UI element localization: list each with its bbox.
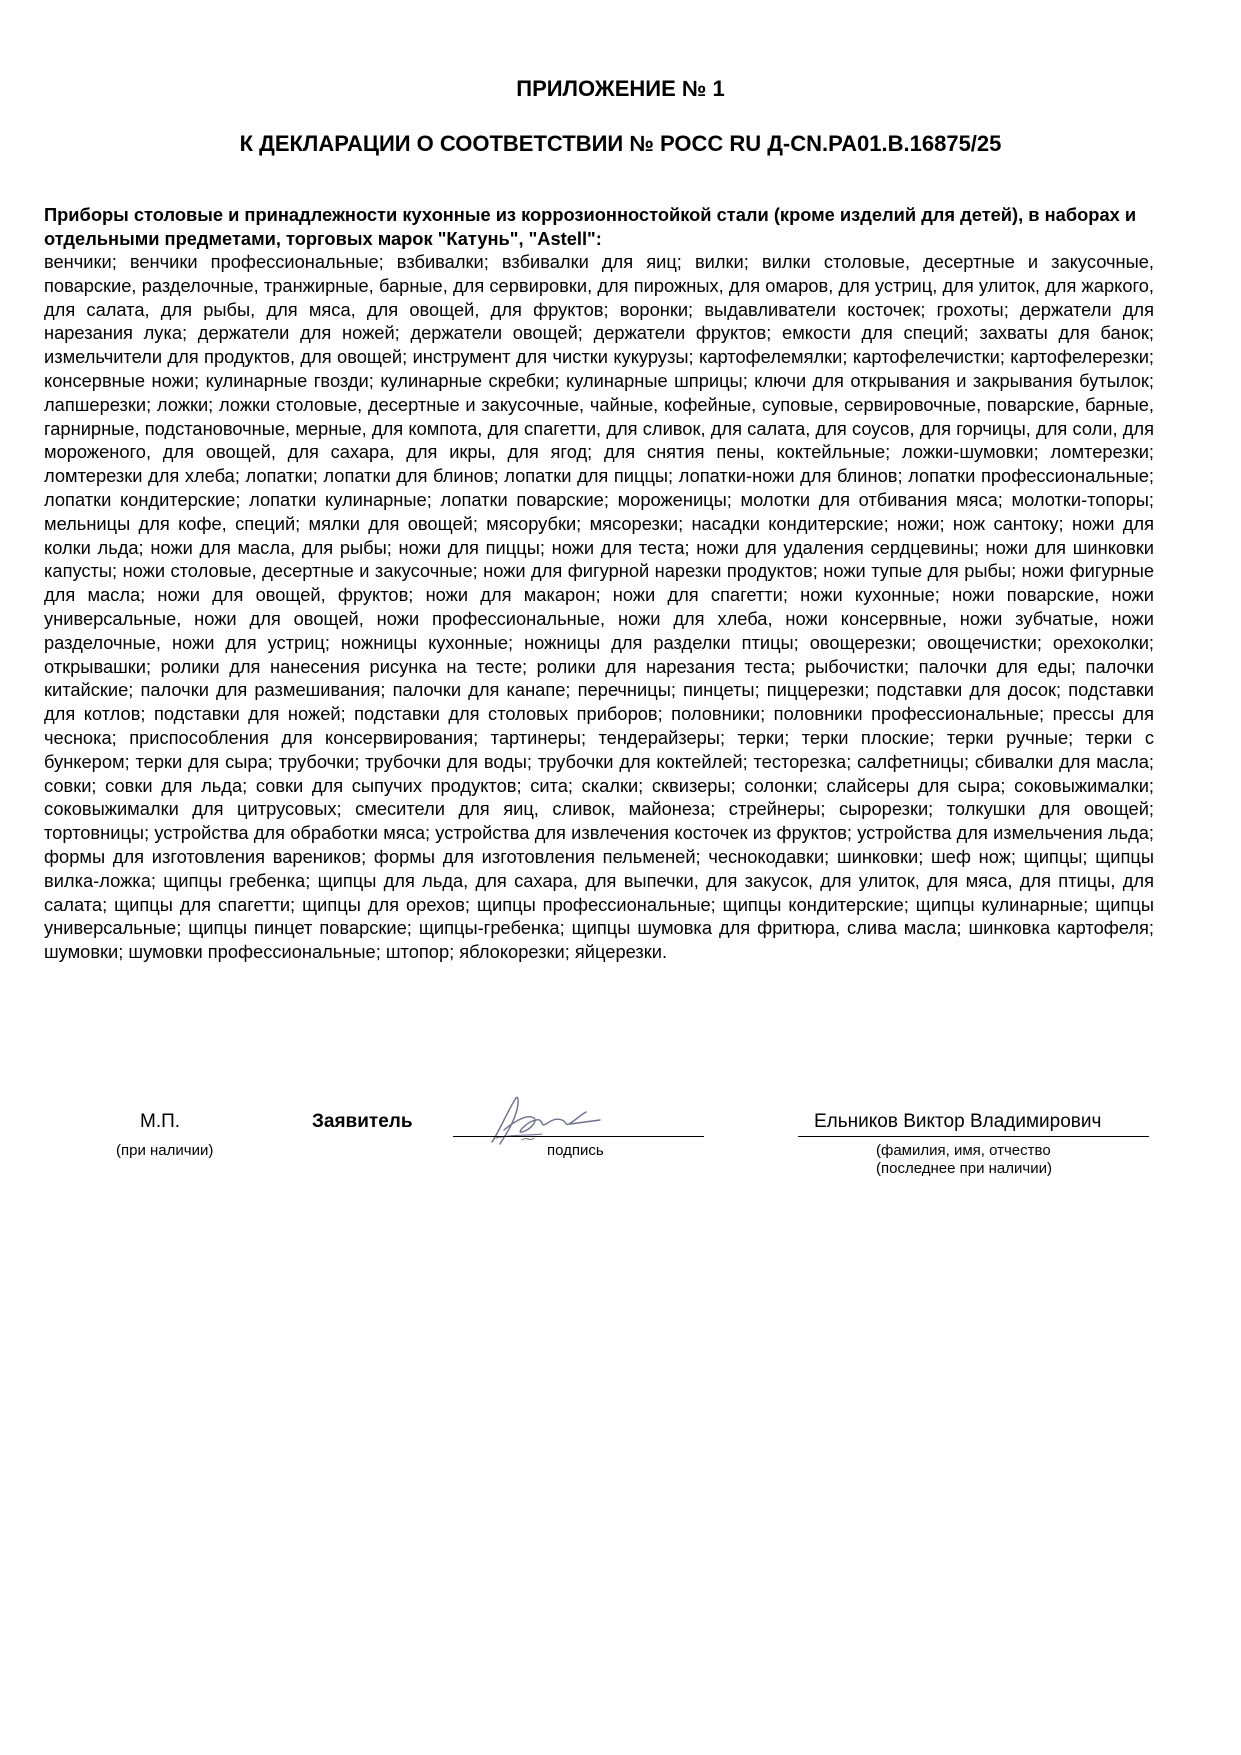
document-subtitle: К ДЕКЛАРАЦИИ О СООТВЕТСТВИИ № РОСС RU Д-CN.PA01.B.16875/25 — [239, 131, 1002, 156]
product-section — [44, 203, 1154, 964]
signature-block — [0, 1110, 1241, 1210]
stamp-note: (при наличии) — [116, 1142, 214, 1159]
name-line — [798, 1136, 1149, 1137]
handwritten-signature — [482, 1090, 612, 1150]
stamp-label: М.П. — [140, 1111, 181, 1132]
product-items-list: венчики; венчики профессиональные; взбивалки; взбивалки для яиц; вилки; вилки столовые, десертные и закусочные, поварские, разделочные, транжирные, барные, для сервировки, для пирожных, для омаров, для устриц, для улиток, для жаркого, для салата, для рыбы, для мяса, для овощей, для фруктов; воронки; выдавливатели косточек; грохоты; держатели для нарезания лука; держатели для ножей; держатели овощей; держатели фруктов; емкости для специй; захваты для банок; измельчители для продуктов, для овощей; инструмент для чистки кукурузы; картофелемялки; картофелечистки; картофелерезки; консервные ножи; кулинарные гвозди; кулинарные скребки; кулинарные шприцы; ключи для открывания и закрывания бутылок; лапшерезки; ложки; ложки столовые, десертные и закусочные, чайные, кофейные, суповые, сервировочные, поварские, барные, гарнирные, подстановочные, мерные, для компота, для спагетти, для сливок, для салата, для соусов, для горчицы, для соли, для мороженого, для овощей, для сахара, для икры, для ягод; для снятия пены, коктейльные; ложки-шумовки; ломтерезки; ломтерезки для хлеба; лопатки; лопатки для блинов; лопатки для пиццы; лопатки-ножи для блинов; лопатки профессиональные; лопатки кондитерские; лопатки кулинарные; лопатки поварские; мороженицы; молотки для отбивания мяса; молотки-топоры; мельницы для кофе, специй; мялки для овощей; мясорубки; мясорезки; насадки кондитерские; ножи; нож сантоку; ножи для колки льда; ножи для масла, для рыбы; ножи для пиццы; ножи для теста; ножи для удаления сердцевины; ножи для шинковки капусты; ножи столовые, десертные и закусочные; ножи для фигурной нарезки продуктов; ножи тупые для рыбы; ножи фигурные для масла; ножи для овощей, фруктов; ножи для макарон; ножи для спагетти; ножи кухонные; ножи поварские, ножи универсальные, ножи для овощей, ножи профессиональные, ножи для хлеба, ножи консервные, ножи зубчатые, ножи разделочные, ножи для устриц; ножницы кухонные; ножницы для разделки птицы; овощерезки; овощечистки; орехоколки; открывашки; ролики для нанесения рисунка на тесте; ролики для нарезания теста; рыбочистки; палочки для еды; палочки китайские; палочки для размешивания; палочки для канапе; перечницы; пинцеты; пиццерезки; подставки для досок; подставки для котлов; подставки для ножей; подставки для столовых приборов; половники; половники профессиональные; прессы для чеснока; приспособления для консервирования; тартинеры; тендерайзеры; терки; терки плоские; терки ручные; терки с бункером; терки для сыра; трубочки; трубочки для воды; трубочки для коктейлей; тесторезка; салфетницы; сбивалки для масла; совки; совки для льда; совки для сыпучих продуктов; сита; скалки; сквизеры; солонки; слайсеры для сыра; соковыжималки; соковыжималки для цитрусовых; смесители для яиц, сливок, майонеза; стрейнеры; сырорезки; толкушки для овощей; тортовницы; устройства для обработки мяса; устройства для извлечения косточек из фруктов; устройства для измельчения льда; формы для изготовления вареников; формы для изготовления пельменей; чеснокодавки; шинковки; шеф нож; щипцы; щипцы вилка-ложка; щипцы гребенка; щипцы для льда, для сахара, для выпечки, для закусок, для улиток, для мяса, для птицы, для салата; щипцы для спагетти; щипцы для орехов; щипцы профессиональные; щипцы кондитерские; щипцы кулинарные; щипцы универсальные; щипцы пинцет поварские; щипцы-гребенка; щипцы шумовка для фритюра, слива масла; шинковка картофеля; шумовки; шумовки профессиональные; штопор; яблокорезки; яйцерезки. — [44, 251, 1154, 963]
product-heading: Приборы столовые и принадлежности кухонные из коррозионностойкой стали (кроме изделий для детей), в наборах и отдельными предметами, торговых марок "Катунь", "Astell": — [44, 204, 1137, 249]
document-title: ПРИЛОЖЕНИЕ № 1 — [516, 76, 725, 101]
signature-line — [453, 1136, 704, 1137]
signature-caption: подпись — [547, 1142, 604, 1159]
name-note: (фамилия, имя, отчество — [876, 1142, 1051, 1159]
applicant-label: Заявитель — [312, 1111, 413, 1132]
name-note-secondary: (последнее при наличии) — [876, 1160, 1052, 1177]
applicant-name: Ельников Виктор Владимирович — [814, 1111, 1102, 1132]
